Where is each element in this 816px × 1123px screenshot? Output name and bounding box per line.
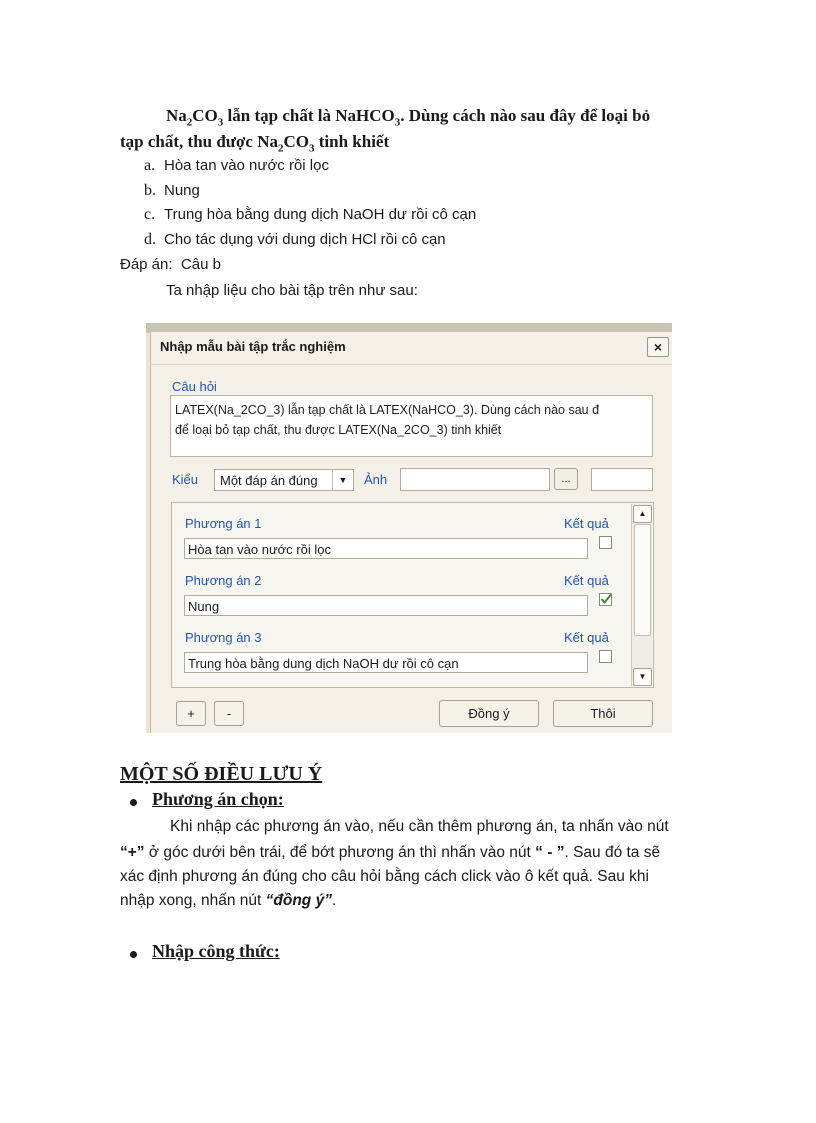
option-c: c. Trung hòa bằng dung dịch NaOH dư rồi cô cạn bbox=[144, 206, 477, 223]
type-select-value: Một đáp án đúng bbox=[220, 473, 318, 488]
para-line-4: nhập xong, nhấn nút “đồng ý”. bbox=[120, 892, 337, 909]
options-scrollbar[interactable] bbox=[631, 504, 652, 686]
option-a: a. Hòa tan vào nước rồi lọc bbox=[144, 157, 329, 174]
para-line-1: Khi nhập các phương án vào, nếu cần thêm phương án, ta nhấn vào nút bbox=[170, 818, 669, 835]
option-2-checkbox[interactable] bbox=[599, 593, 612, 606]
option-b: b. Nung bbox=[144, 182, 200, 199]
option-1-checkbox[interactable] bbox=[599, 536, 612, 549]
dialog-divider bbox=[150, 364, 672, 365]
options-panel bbox=[171, 502, 654, 688]
option-1-result-label: Kết quả bbox=[564, 516, 609, 531]
remove-option-button[interactable]: - bbox=[214, 701, 244, 726]
option-2-label: Phương án 2 bbox=[185, 573, 262, 588]
image-path-input[interactable] bbox=[400, 468, 550, 491]
image-label: Ảnh bbox=[364, 472, 388, 487]
checkmark-icon bbox=[600, 593, 612, 605]
question-text-line-2: để loại bỏ tạp chất, thu được LATEX(Na_2CO_3) tinh khiết bbox=[175, 423, 502, 437]
intro-text: Ta nhập liệu cho bài tập trên như sau: bbox=[166, 282, 418, 299]
chevron-down-icon[interactable]: ▼ bbox=[332, 470, 353, 490]
question-text-line-1: LATEX(Na_2CO_3) lẫn tạp chất là LATEX(NaHCO_3). Dùng cách nào sau đ bbox=[175, 403, 600, 417]
scroll-up-icon[interactable]: ▲ bbox=[633, 505, 652, 523]
bullet-dot bbox=[130, 951, 137, 958]
answer-line: Đáp án: Câu b bbox=[120, 256, 221, 273]
question-line-1: $Na_2CO_3$ lẫn tạp chất là NaHCO$_3$. Dùng cách nào sau đây để loại bỏ bbox=[166, 106, 651, 129]
option-2-result-label: Kết quả bbox=[564, 573, 609, 588]
type-select[interactable] bbox=[214, 469, 354, 491]
option-3-input[interactable]: Trung hòa bằng dung dịch NaOH dư rồi cô cạn bbox=[184, 652, 588, 673]
option-d: d. Cho tác dụng với dung dịch HCl rồi cô cạn bbox=[144, 231, 446, 248]
question-textarea[interactable] bbox=[170, 395, 653, 457]
question-line-2: tạp chất, thu được $Na_2CO_3$ tinh khiết bbox=[120, 132, 390, 155]
browse-button[interactable]: ... bbox=[554, 468, 578, 490]
close-icon: × bbox=[653, 339, 663, 355]
option-2-input[interactable]: Nung bbox=[184, 595, 588, 616]
option-3-checkbox[interactable] bbox=[599, 650, 612, 663]
scroll-down-icon[interactable]: ▼ bbox=[633, 668, 652, 686]
section-2-title: Nhập công thức: bbox=[152, 941, 280, 961]
quiz-dialog bbox=[146, 323, 672, 733]
question-label: Câu hỏi bbox=[172, 379, 217, 394]
close-button[interactable] bbox=[647, 337, 669, 357]
bullet-dot bbox=[130, 799, 137, 806]
add-option-button[interactable]: + bbox=[176, 701, 206, 726]
scroll-thumb[interactable] bbox=[634, 524, 651, 636]
image-preview-box bbox=[591, 468, 653, 491]
notes-heading: MỘT SỐ ĐIỀU LƯU Ý bbox=[120, 763, 323, 785]
dialog-title: Nhập mẫu bài tập trắc nghiệm bbox=[160, 339, 346, 354]
type-label: Kiểu bbox=[172, 472, 199, 487]
section-1-title: Phương án chọn: bbox=[152, 789, 284, 809]
para-line-2: “+” ở góc dưới bên trái, để bớt phương án thì nhấn vào nút “ - ”. Sau đó ta sẽ bbox=[120, 844, 661, 861]
option-1-input[interactable]: Hòa tan vào nước rồi lọc bbox=[184, 538, 588, 559]
option-3-label: Phương án 3 bbox=[185, 630, 262, 645]
para-line-3: xác định phương án đúng cho câu hỏi bằng cách click vào ô kết quả. Sau khi bbox=[120, 868, 649, 885]
cancel-button[interactable]: Thôi bbox=[553, 700, 653, 727]
ok-button[interactable]: Đồng ý bbox=[439, 700, 539, 727]
option-1-label: Phương án 1 bbox=[185, 516, 262, 531]
option-3-result-label: Kết quả bbox=[564, 630, 609, 645]
